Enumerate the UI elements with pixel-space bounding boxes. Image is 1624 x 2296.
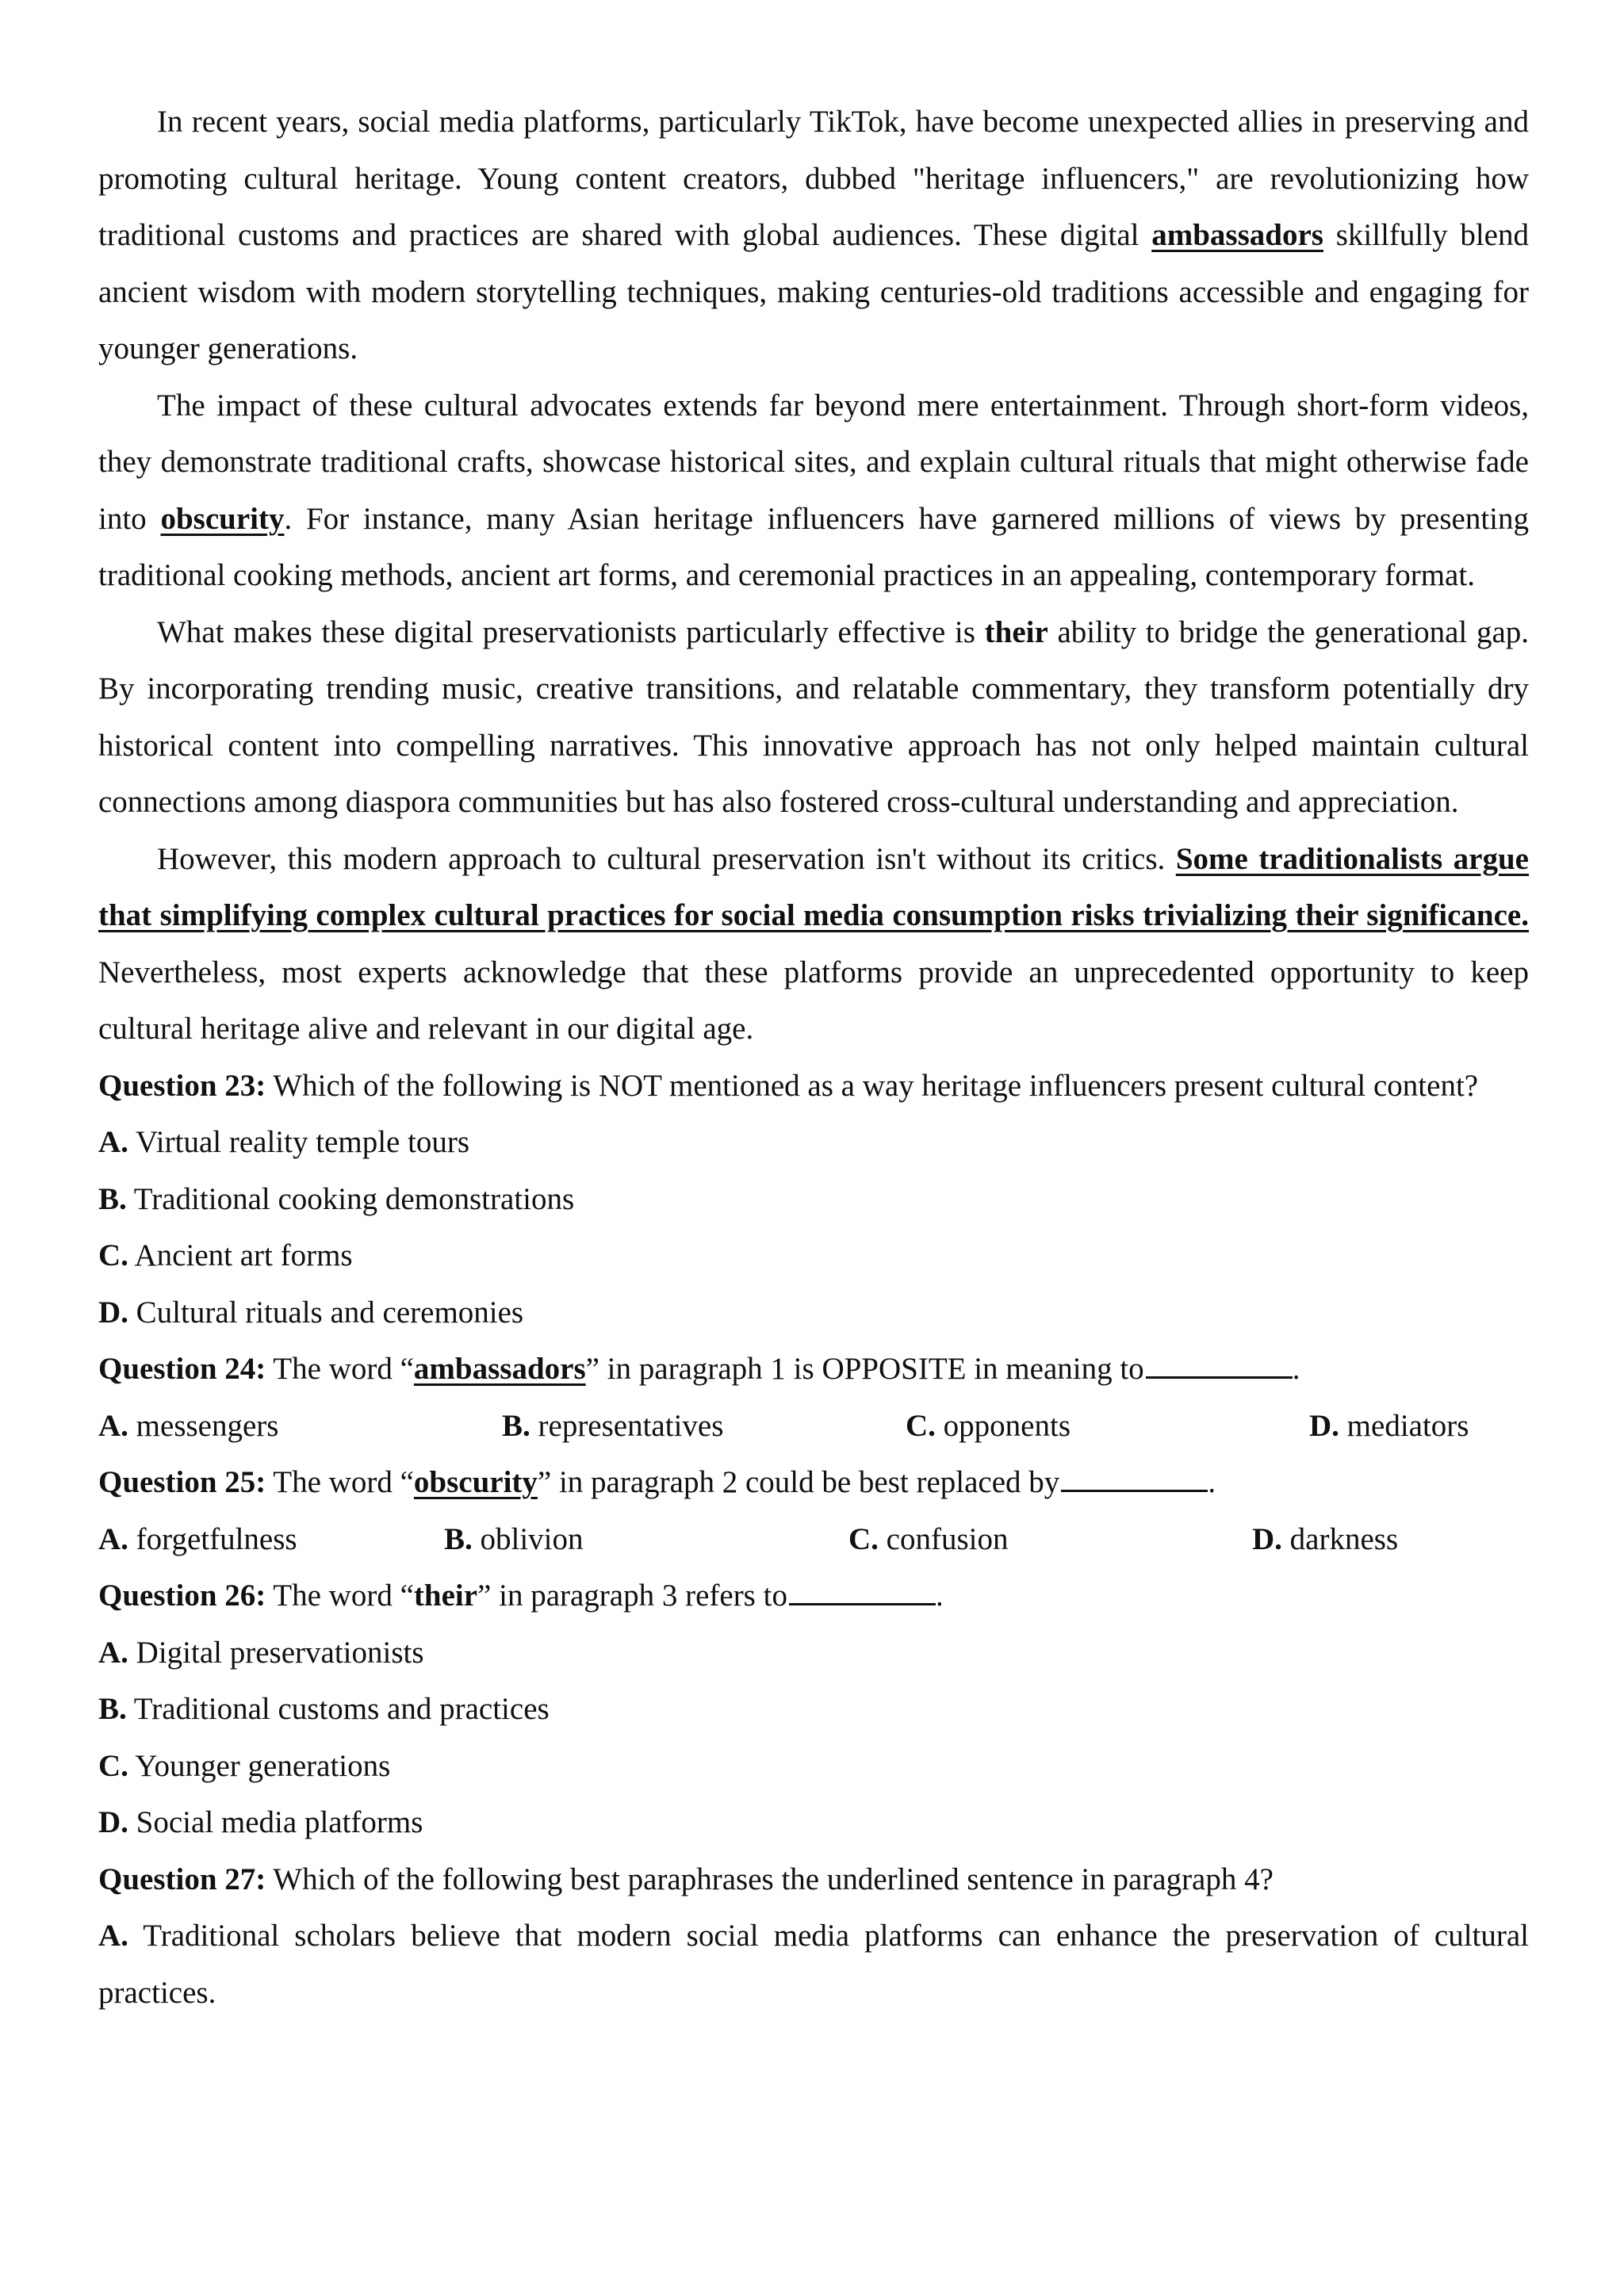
- paragraph-3-text-end: ability to bridge the generational gap. By incorporating trending music, creative transitions, and relatable commentary, they transform potentially dry historical content into compelling narratives. This innovative approach has not only helped maintain cultural connections among diaspora communities but has also fostered cross-cultural understanding and appreciation.: [98, 614, 1529, 819]
- question-25-text: The word “: [266, 1465, 414, 1499]
- answer-blank: [789, 1602, 936, 1605]
- option-letter: C.: [98, 1238, 128, 1272]
- question-23: [98, 1058, 1529, 1115]
- question-25-label: Question 25:: [98, 1465, 266, 1499]
- question-25-option-a: [98, 1511, 444, 1568]
- option-text: Virtual reality temple tours: [128, 1125, 470, 1159]
- option-text: Younger generations: [128, 1748, 391, 1783]
- paragraph-1-text-end: skillfully blend ancient wisdom with modern storytelling techniques, making centuries-old traditions accessible and engaging for younger generations.: [98, 218, 1529, 365]
- highlighted-word-obscurity: obscurity: [160, 501, 285, 536]
- question-26-text-end: ” in paragraph 3 refers to: [477, 1578, 787, 1613]
- option-text: darkness: [1281, 1521, 1399, 1556]
- option-text: Traditional scholars believe that modern social media platforms can enhance the preservation of cultural practices.: [98, 1919, 1529, 2010]
- question-25-text-end: ” in paragraph 2 could be best replaced by: [537, 1465, 1060, 1499]
- option-text: opponents: [935, 1408, 1071, 1443]
- question-27-text: Which of the following best paraphrases the underlined sentence in paragraph 4?: [266, 1862, 1274, 1896]
- option-letter: A.: [98, 1635, 128, 1670]
- question-23-label: Question 23:: [98, 1068, 266, 1103]
- option-text: confusion: [878, 1521, 1009, 1556]
- question-26-label: Question 26:: [98, 1578, 266, 1613]
- option-text: Traditional cooking demonstrations: [126, 1181, 575, 1216]
- paragraph-1-text: In recent years, social media platforms, particularly TikTok, have become unexpected allies in preserving and promoting cultural heritage. Young content creators, dubbed "heritage influencers," are revolutionizing how traditional customs and practices are shared with global audiences. These digital: [98, 105, 1529, 252]
- question-27-label: Question 27:: [98, 1862, 266, 1896]
- option-letter: A.: [98, 1521, 128, 1556]
- option-text: messengers: [128, 1408, 279, 1443]
- question-23-option-c: [98, 1227, 1529, 1284]
- question-25-option-c: [848, 1511, 1252, 1568]
- question-24-option-a: [98, 1398, 502, 1455]
- highlighted-word-ambassadors: ambassadors: [1151, 218, 1323, 252]
- question-25-period: .: [1208, 1465, 1216, 1499]
- option-text: Cultural rituals and ceremonies: [128, 1295, 524, 1330]
- option-letter: C.: [906, 1408, 936, 1443]
- underlined-sentence: Some traditionalists argue that simplifying complex cultural practices for social media consumption risks trivializing their significance.: [98, 841, 1529, 932]
- question-24-options: [98, 1398, 1529, 1455]
- question-24-label: Question 24:: [98, 1352, 266, 1386]
- passage-paragraph-2: [98, 377, 1529, 604]
- paragraph-2-text: The impact of these cultural advocates extends far beyond mere entertainment. Through short-form videos, they demonstrate traditional crafts, showcase historical sites, and explain cultural rituals that might otherwise fade into: [98, 388, 1529, 536]
- question-26-option-d: [98, 1794, 1529, 1851]
- option-text: Social media platforms: [128, 1805, 423, 1839]
- option-letter: D.: [1252, 1521, 1282, 1556]
- question-23-text: Which of the following is NOT mentioned as a way heritage influencers present cultural content?: [266, 1068, 1479, 1103]
- passage-paragraph-3: [98, 604, 1529, 831]
- paragraph-3-text: What makes these digital preservationists particularly effective is: [157, 614, 985, 649]
- question-27-option-a: [98, 1908, 1529, 2021]
- question-26-keyword: their: [413, 1578, 478, 1613]
- passage-paragraph-4: [98, 831, 1529, 1058]
- option-letter: C.: [848, 1521, 879, 1556]
- question-23-option-d: [98, 1284, 1529, 1341]
- question-24-keyword: ambassadors: [413, 1352, 586, 1386]
- option-letter: B.: [98, 1181, 127, 1216]
- question-25: [98, 1454, 1529, 1511]
- question-26-period: .: [935, 1578, 944, 1613]
- option-letter: B.: [444, 1521, 473, 1556]
- question-24-text-end: ” in paragraph 1 is OPPOSITE in meaning to: [585, 1352, 1144, 1386]
- question-24-option-d: [1309, 1398, 1469, 1455]
- question-26-option-a: [98, 1624, 1529, 1682]
- question-24-option-b: [502, 1398, 906, 1455]
- question-25-option-b: [444, 1511, 848, 1568]
- question-24-text: The word “: [266, 1352, 414, 1386]
- paragraph-4-text: However, this modern approach to cultural preservation isn't without its critics.: [157, 841, 1176, 876]
- option-letter: A.: [98, 1919, 128, 1953]
- paragraph-4-text-end: Nevertheless, most experts acknowledge that these platforms provide an unprecedented opportunity to keep cultural heritage alive and relevant in our digital age.: [98, 955, 1529, 1046]
- option-letter: A.: [98, 1125, 128, 1159]
- question-26: [98, 1567, 1529, 1624]
- question-26-option-c: [98, 1738, 1529, 1795]
- option-text: mediators: [1339, 1408, 1469, 1443]
- option-text: representatives: [530, 1408, 724, 1443]
- option-letter: B.: [98, 1692, 127, 1726]
- paragraph-2-text-end: . For instance, many Asian heritage influencers have garnered millions of views by presenting traditional cooking methods, ancient art forms, and ceremonial practices in an appealing, contemporary format.: [98, 501, 1530, 592]
- option-text: oblivion: [472, 1521, 584, 1556]
- option-letter: D.: [98, 1295, 128, 1330]
- option-letter: B.: [502, 1408, 530, 1443]
- option-text: Ancient art forms: [128, 1238, 353, 1272]
- option-letter: A.: [98, 1408, 128, 1443]
- answer-blank: [1146, 1376, 1293, 1379]
- question-25-option-d: [1252, 1511, 1398, 1568]
- question-27: [98, 1851, 1529, 1908]
- question-26-text: The word “: [266, 1578, 414, 1613]
- question-24-option-c: [906, 1398, 1309, 1455]
- question-23-option-b: [98, 1171, 1529, 1228]
- question-23-option-a: [98, 1114, 1529, 1171]
- option-text: forgetfulness: [128, 1521, 297, 1556]
- question-24-period: .: [1292, 1352, 1300, 1386]
- question-26-option-b: [98, 1681, 1529, 1738]
- highlighted-word-their: their: [984, 614, 1048, 649]
- option-letter: D.: [98, 1805, 128, 1839]
- question-25-keyword: obscurity: [413, 1465, 538, 1499]
- option-text: Traditional customs and practices: [126, 1692, 550, 1726]
- question-24: [98, 1341, 1529, 1398]
- option-text: Digital preservationists: [128, 1635, 424, 1670]
- option-letter: C.: [98, 1748, 128, 1783]
- option-letter: D.: [1309, 1408, 1339, 1443]
- question-25-options: [98, 1511, 1529, 1568]
- passage-paragraph-1: [98, 94, 1529, 377]
- answer-blank: [1061, 1489, 1208, 1492]
